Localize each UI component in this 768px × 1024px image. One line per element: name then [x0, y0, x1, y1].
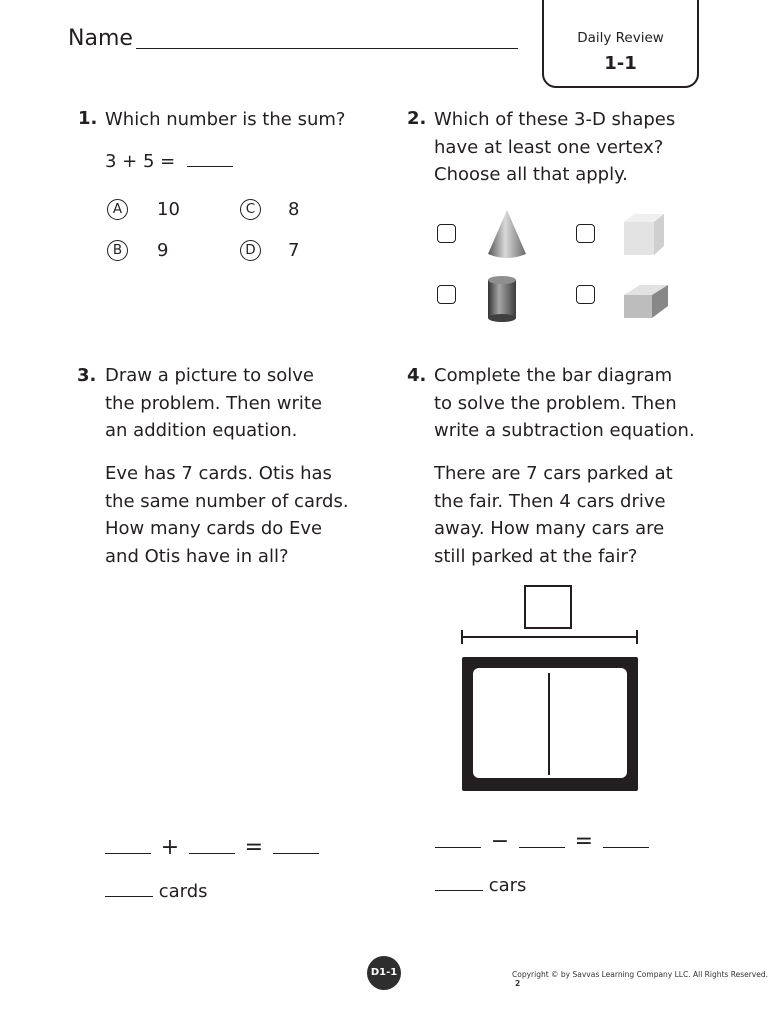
page-number: 2	[515, 979, 521, 988]
prompt-line: Draw a picture to solve	[105, 365, 314, 386]
copyright-notice	[512, 970, 768, 988]
unit-label: cars	[488, 875, 527, 896]
bar-part-left[interactable]	[473, 668, 550, 778]
option-c[interactable]	[240, 198, 300, 220]
question-2-prompt	[434, 106, 675, 189]
story-line: the same number of cards.	[105, 490, 349, 512]
equals-sign: =	[244, 835, 264, 860]
plus-sign: +	[160, 835, 180, 860]
page-code-badge: D1-1	[367, 956, 401, 990]
option-letter: C	[240, 199, 261, 220]
total-box[interactable]	[524, 585, 572, 629]
prompt-line: Complete the bar diagram	[434, 365, 673, 386]
question-2-number: 2.	[407, 108, 427, 129]
story-line: Eve has 7 cards. Otis has	[105, 463, 332, 484]
addend-blank[interactable]	[189, 853, 235, 854]
sum-blank[interactable]	[273, 853, 319, 854]
review-title: Daily Review	[577, 30, 664, 46]
question-4-story	[434, 460, 673, 570]
minuend-blank[interactable]	[435, 847, 481, 848]
sum-blank[interactable]	[187, 166, 233, 167]
option-d[interactable]	[240, 239, 300, 261]
prompt-line: to solve the problem. Then	[434, 392, 677, 414]
answer-blank[interactable]	[105, 896, 153, 897]
question-4-number: 4.	[407, 365, 427, 386]
story-line: away. How many cars are	[434, 518, 665, 539]
subtrahend-blank[interactable]	[519, 847, 565, 848]
prompt-line: Which of these 3-D shapes	[434, 109, 676, 130]
cylinder-checkbox[interactable]	[437, 285, 456, 304]
expression-text: 3 + 5 =	[105, 151, 176, 172]
option-value: 7	[288, 240, 300, 261]
prompt-line: have at least one vertex?	[434, 136, 664, 158]
total-bracket	[462, 636, 637, 638]
unit-label: cards	[158, 881, 208, 902]
cylinder-icon	[484, 274, 520, 324]
cards-answer	[105, 878, 208, 906]
question-3-story	[105, 460, 349, 570]
option-value: 9	[157, 240, 169, 261]
bar-divider	[548, 673, 550, 775]
drawing-area[interactable]	[105, 578, 375, 828]
story-line: How many cards do Eve	[105, 518, 323, 539]
question-3-number: 3.	[77, 365, 97, 386]
cone-icon	[485, 208, 530, 262]
prompt-line: Choose all that apply.	[434, 164, 628, 185]
subtraction-equation	[435, 828, 649, 857]
option-b[interactable]	[107, 239, 169, 261]
cube-icon	[620, 212, 668, 258]
option-letter: B	[107, 240, 128, 261]
question-4-prompt	[434, 362, 695, 445]
bar-diagram	[462, 657, 638, 791]
cars-answer	[435, 872, 526, 900]
answer-blank[interactable]	[435, 890, 483, 891]
prism-checkbox[interactable]	[576, 285, 595, 304]
option-letter: D	[240, 240, 261, 261]
option-letter: A	[107, 199, 128, 220]
addend-blank[interactable]	[105, 853, 151, 854]
story-line: the fair. Then 4 cars drive	[434, 490, 666, 512]
name-label: Name	[68, 26, 133, 51]
cone-checkbox[interactable]	[437, 224, 456, 243]
cube-checkbox[interactable]	[576, 224, 595, 243]
story-line: There are 7 cars parked at	[434, 463, 673, 484]
question-1-number: 1.	[78, 108, 98, 129]
question-3-prompt	[105, 362, 322, 445]
equals-sign: =	[574, 829, 594, 854]
question-1-expression	[105, 148, 233, 176]
option-value: 10	[157, 199, 180, 220]
bracket-end-left	[461, 630, 463, 644]
bar-part-right[interactable]	[550, 668, 627, 778]
difference-blank[interactable]	[603, 847, 649, 848]
story-line: and Otis have in all?	[105, 545, 289, 567]
name-field[interactable]	[136, 48, 518, 49]
option-value: 8	[288, 199, 300, 220]
bracket-end-right	[636, 630, 638, 644]
review-number: 1-1	[604, 53, 637, 74]
prompt-line: an addition equation.	[105, 420, 298, 441]
prompt-line: write a subtraction equation.	[434, 420, 695, 441]
question-1-prompt: Which number is the sum?	[105, 109, 346, 130]
option-a[interactable]	[107, 198, 180, 220]
minus-sign: −	[490, 829, 510, 854]
rectangular-prism-icon	[622, 282, 670, 322]
addition-equation	[105, 834, 319, 863]
copyright-text: Copyright © by Savvas Learning Company LLC. All Rights Reserved.	[512, 970, 768, 979]
story-line: still parked at the fair?	[434, 545, 638, 567]
prompt-line: the problem. Then write	[105, 392, 323, 414]
